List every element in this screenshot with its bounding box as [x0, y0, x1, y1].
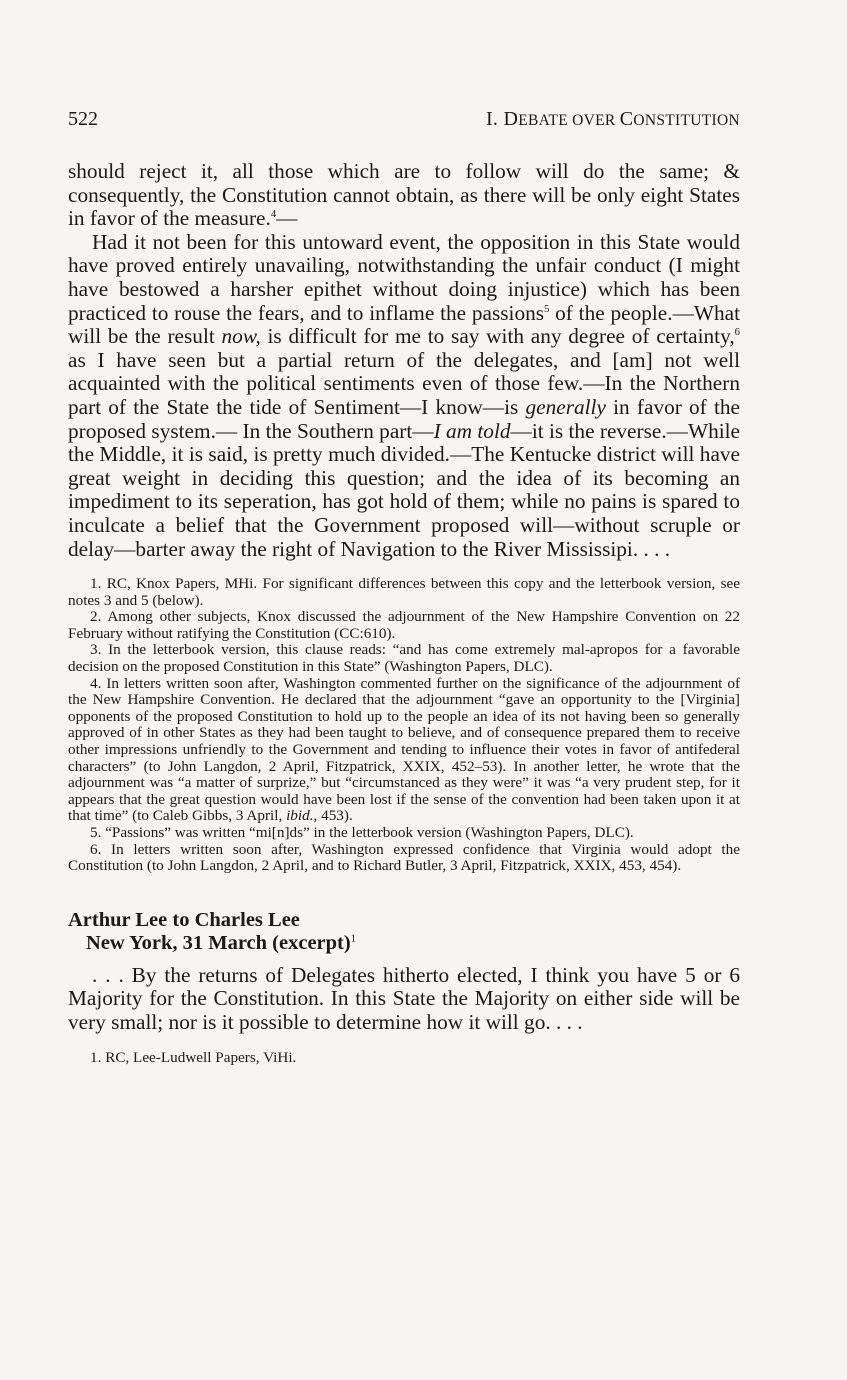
footnotes — [68, 1050, 740, 1067]
excerpt-paragraph: . . . By the returns of Delegates hitherto elected, I think you have 5 or 6 Majority for the Constitution. In this State the Majority on either side will be very small; nor is it possible to determine how it will go. . . . — [68, 962, 740, 1034]
footnote-ref: 1 — [350, 933, 356, 945]
document-dateline: New York, 31 March (excerpt)$^1$ — [86, 931, 356, 954]
footnote-ref: 5 — [544, 303, 550, 315]
footnote: 4. In letters written soon after, Washington commented further on the significance of the adjournment of the New Hampshire Convention. He declared that the adjournment “gave an opportunity to the [Virginia] opponents of the proposed Constitution to hold up to the people an idea of its not having been so generally approved of in other States as they had been taught to believe, and of consequence prepared them to receive other impressions unfriendly to the Government and tending to influence their votes in favor of antifederal characters” (to John Langdon, 2 April, Fitzpatrick, XXIX, 452–53). In another letter, he wrote that the adjournment was “a matter of surprize,” but “circumstanced as they were” it was “a very prudent step, for it appears that the great question would have been lost if the sense of the convention had been taken upon it at that time” (to Caleb Gibbs, 3 April, ibid., 453). — [68, 674, 740, 825]
page-number: 522 — [68, 108, 98, 130]
body-paragraph: should reject it, all those which are to follow will do the same; & consequently, the Constitution cannot obtain, as there will be only eight States in favor of the measure.$^4$— — [68, 159, 740, 231]
footnote: 2. Among other subjects, Knox discussed the adjournment of the New Hampshire Convention on 22 February without ratifying the Constitution (CC:610). — [68, 608, 740, 642]
document-title: Arthur Lee to Charles Lee — [68, 908, 300, 931]
footnotes — [68, 576, 740, 875]
body-paragraph: Had it not been for this untoward event, the opposition in this State would have proved entirely unavailing, notwithstanding the unfair conduct (I might have bestowed a harsher epithet without doing injustice) which has been practiced to rouse the fears, and to inflame the passions$^5$ of the people.—What will be the result now, is difficult for me to say with any degree of certainty,$^6$ as I have seen but a partial return of the delegates, and [am] not well acquainted with the political sentiments even of those few.—In the Northern part of the State the tide of Sentiment—I know—is generally in favor of the proposed system.— In the Southern part—I am told—it is the reverse.—While the Middle, it is said, is pretty much divided.—The Kentucke district will have great weight in deciding this question; and the idea of its becoming an impediment to its seperation, has got hold of them; while no pains is spared to inculcate a belief that the Government proposed will—without scruple or delay—barter away the right of Navigation to the River Mississipi. . . . — [68, 229, 741, 561]
page-header — [68, 108, 740, 142]
footnote-ref: 4 — [270, 209, 277, 221]
footnote-ref: 6 — [734, 327, 740, 339]
footnote: 6. In letters written soon after, Washington expressed confidence that Virginia would adopt the Constitution (to John Langdon, 2 April, and to Richard Butler, 3 April, Fitzpatrick, XXIX, 453, 454). — [68, 840, 740, 875]
page — [68, 108, 740, 1066]
footnote: 5. “Passions” was written “mi[n]ds” in the letterbook version (Washington Papers, DLC). — [90, 824, 634, 841]
footnote: 1. RC, Lee-Ludwell Papers, ViHi. — [90, 1048, 297, 1066]
footnote: 1. RC, Knox Papers, MHi. For significant differences between this copy and the letterbook version, see notes 3 and 5 (below). — [68, 575, 740, 609]
running-head: I. DEBATE OVER CONSTITUTION — [485, 108, 740, 130]
footnote: 3. In the letterbook version, this clause reads: “and has come extremely mal-apropos for a favorable decision on the proposed Constitution in this State” (Washington Papers, DLC). — [68, 641, 740, 676]
